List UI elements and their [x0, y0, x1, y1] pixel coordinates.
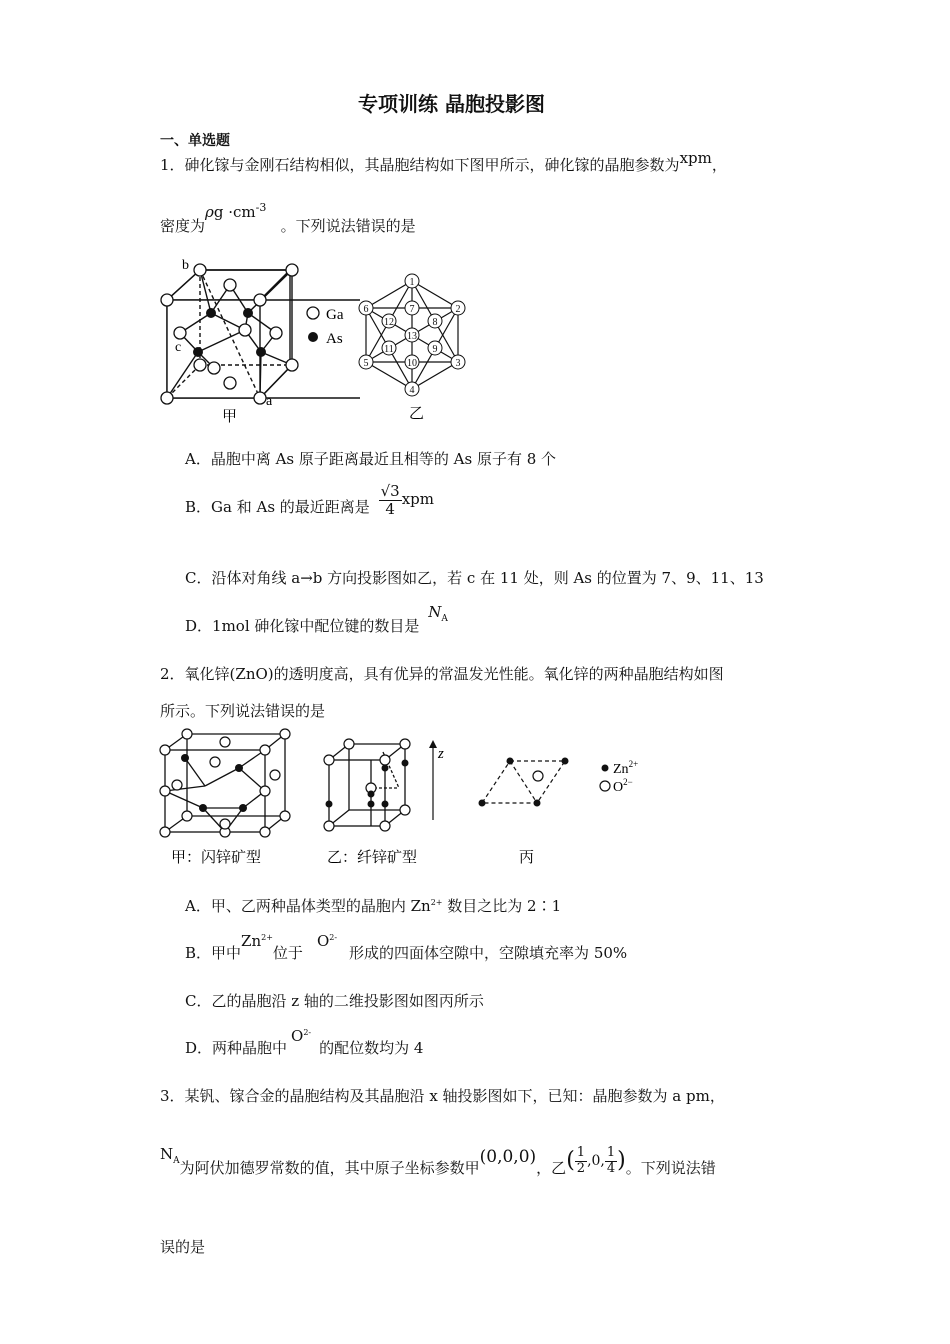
label-c: c	[175, 340, 182, 355]
legend-zn: $Zn^{2+}$	[613, 759, 639, 777]
label-a: a	[266, 394, 273, 409]
q1-option-c: C．沿体对角线 a→b 方向投影图如乙，若 c 在 11 处，则 As 的位置为 7、9、11、13	[185, 569, 764, 587]
proj-number: 6	[363, 304, 369, 315]
q3-stem-line1: 3．某钒、镓合金的晶胞结构及其晶胞沿 x 轴投影图如下，已知：晶胞参数为 a pm，	[160, 1087, 725, 1105]
q2-option-a: A．甲、乙两种晶体类型的晶胞内 $Zn^{2+}$ 数目之比为 2∶1	[185, 897, 562, 915]
zno-cells-figure	[155, 728, 655, 868]
q2-option-c: C．乙的晶胞沿 z 轴的二维投影图如图丙所示	[185, 992, 484, 1010]
o-legend-icon	[600, 781, 610, 791]
proj-number: 8	[432, 317, 438, 328]
figure-caption-yi: 乙：纤锌矿型	[327, 850, 418, 866]
q1-option-b: B．Ga 和 As 的最近距离是 $\frac{√3}{4}$ xpm	[185, 482, 434, 518]
q2-stem-line1: 2．氧化锌(ZnO)的透明度高，具有优异的常温发光性能。氧化锌的两种晶胞结构如图	[160, 665, 724, 683]
proj-number: 3	[455, 358, 461, 369]
proj-number: 13	[407, 331, 417, 342]
proj-number: 7	[409, 304, 415, 315]
q2-option-d: D．两种晶胞中$O^{2-}$的配位数均为 4	[185, 1027, 424, 1057]
q3-stem-line2: $N_A$为阿伏加德罗常数的值，其中原子坐标参数甲(0,0,0)，乙( $\frac{1}{2}$ ,0, $\frac{1}{4}$ )。下列说法错	[160, 1145, 716, 1177]
proj-number: 2	[455, 304, 461, 315]
legend-as: As	[326, 331, 343, 347]
q1-option-d: D．1mol 砷化镓中配位键的数目是 $N_A$	[185, 603, 448, 635]
figure-caption-bing: 丙	[519, 850, 535, 866]
proj-number: 11	[384, 344, 394, 355]
legend-ga: Ga	[326, 307, 344, 323]
as-legend-icon	[308, 332, 318, 342]
z-axis-label: z	[438, 746, 444, 762]
page-title: 专项训练 晶胞投影图	[358, 92, 545, 116]
figure-caption-yi: 乙	[409, 406, 425, 422]
proj-number: 9	[432, 344, 438, 355]
proj-number: 10	[407, 358, 417, 369]
section-heading: 一、单选题	[160, 133, 230, 149]
gaas-unit-cell-figure	[150, 255, 360, 425]
q1-stem-line1: 1．砷化镓与金刚石结构相似，其晶胞结构如下图甲所示，砷化镓的晶胞参数为xpm，	[160, 149, 727, 174]
proj-number: 5	[363, 358, 369, 369]
legend-o: $O^{2-}$	[613, 777, 633, 795]
q3-stem-line3: 误的是	[160, 1238, 206, 1256]
q2-stem-line2: 所示。下列说法错误的是	[160, 702, 326, 720]
proj-number: 12	[384, 317, 394, 328]
ga-legend-icon	[307, 307, 319, 319]
zn-legend-icon	[602, 765, 609, 772]
figure-caption-jia: 甲	[222, 409, 238, 425]
label-b: b	[182, 258, 189, 273]
projection-figure-yi	[352, 266, 477, 426]
proj-number: 1	[409, 277, 415, 288]
figure-caption-jia: 甲：闪锌矿型	[171, 850, 262, 866]
proj-number: 4	[409, 385, 415, 396]
q1-stem-line2: 密度为$\rho g \cdot cm^{-3}$ 。下列说法错误的是	[160, 201, 416, 235]
q1-option-a: A．晶胞中离 As 原子距离最近且相等的 As 原子有 8 个	[185, 450, 557, 468]
q2-option-b: B．甲中$Zn^{2+}$位于$O^{2-}$形成的四面体空隙中，空隙填充率为 50%	[185, 932, 628, 962]
